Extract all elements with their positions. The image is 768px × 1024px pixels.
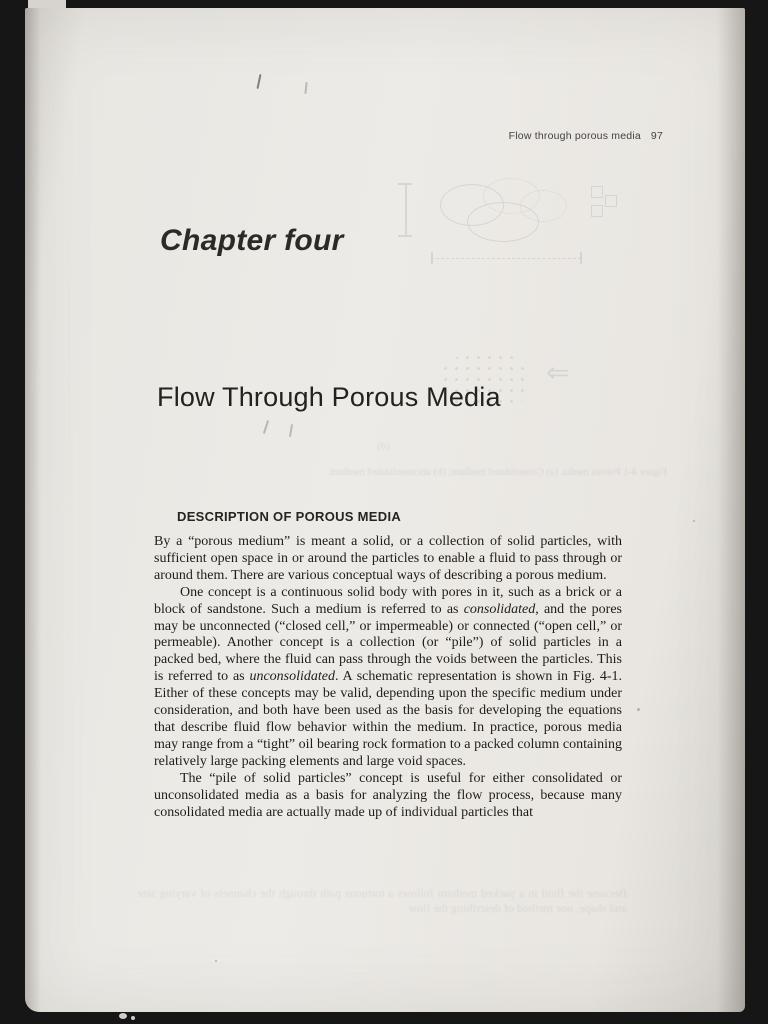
page-title: Flow Through Porous Media [157,382,501,412]
paragraph [154,534,622,585]
bleed-through-label-b: (b) [377,440,390,452]
dust-speck [215,960,217,962]
bleed-through-caption: Figure 4-1 Porous media. (a) Consolidated medium; (b) unconsolidated medium. [327,467,668,478]
scan-mark [304,82,307,94]
text-run: One concept is a continuous solid body with pores in it, such as a brick or a block of sandstone. Such a medium is referred to as [154,584,622,617]
scan-edge-dot [131,1016,135,1020]
section-heading: DESCRIPTION OF POROUS MEDIA [177,509,402,524]
page-number: 97 [650,130,663,142]
paragraph [154,771,622,822]
scan-mark [263,420,269,434]
scan-mark [289,424,293,437]
dust-speck [637,708,640,711]
text-run: , and the pores may be unconnected (“closed cell,” or impermeable) or connected (“open cell,” or permeable). Another concept is a collection (or “pile”) of solid particles in a packed bed, where the fluid can pass through the voids between the particles. This is referred to as [154,601,622,685]
emphasized-text: consolidated [463,601,536,617]
chapter-label: Chapter four [160,224,344,257]
text-run: The “pile of solid particles” concept is useful for either consolidated or unconsolidated media as a basis for analyzing the flow process, because many consolidated media are actually made up of individual particles that [154,770,622,820]
text-run: . A schematic representation is shown in Fig. 4-1. Either of these concepts may be valid, depending upon the specific medium under consideration, and both have been used as the basis for developing the equations that describe fluid flow behavior within the medium. In practice, porous media may range from a “tight” oil bearing rock formation to a packed column containing relatively large packing elements and large void spaces. [154,669,622,769]
paragraph [154,585,622,771]
body-text [154,534,622,821]
dust-speck [693,520,695,522]
bleed-through-arrow-icon: ⇐ [546,356,570,389]
running-header-title: Flow through porous media [508,130,641,142]
scanned-page [25,8,745,1012]
bleed-through-bottom-text: Because the fluid in a packed medium follows a tortuous path through the channels of varying size and shape, one method of describing the flow [137,886,627,915]
running-header [509,130,663,142]
scan-mark [256,74,261,89]
text-run: By a “porous medium” is meant a solid, or a collection of solid particles, with sufficient open space in or around the particles to enable a fluid to pass through or around them. There are various conceptual ways of describing a porous medium. [154,534,622,583]
bleed-through-figure-a [395,178,630,328]
emphasized-text: unconsolidated [249,669,335,685]
scan-edge-dot [119,1013,127,1019]
